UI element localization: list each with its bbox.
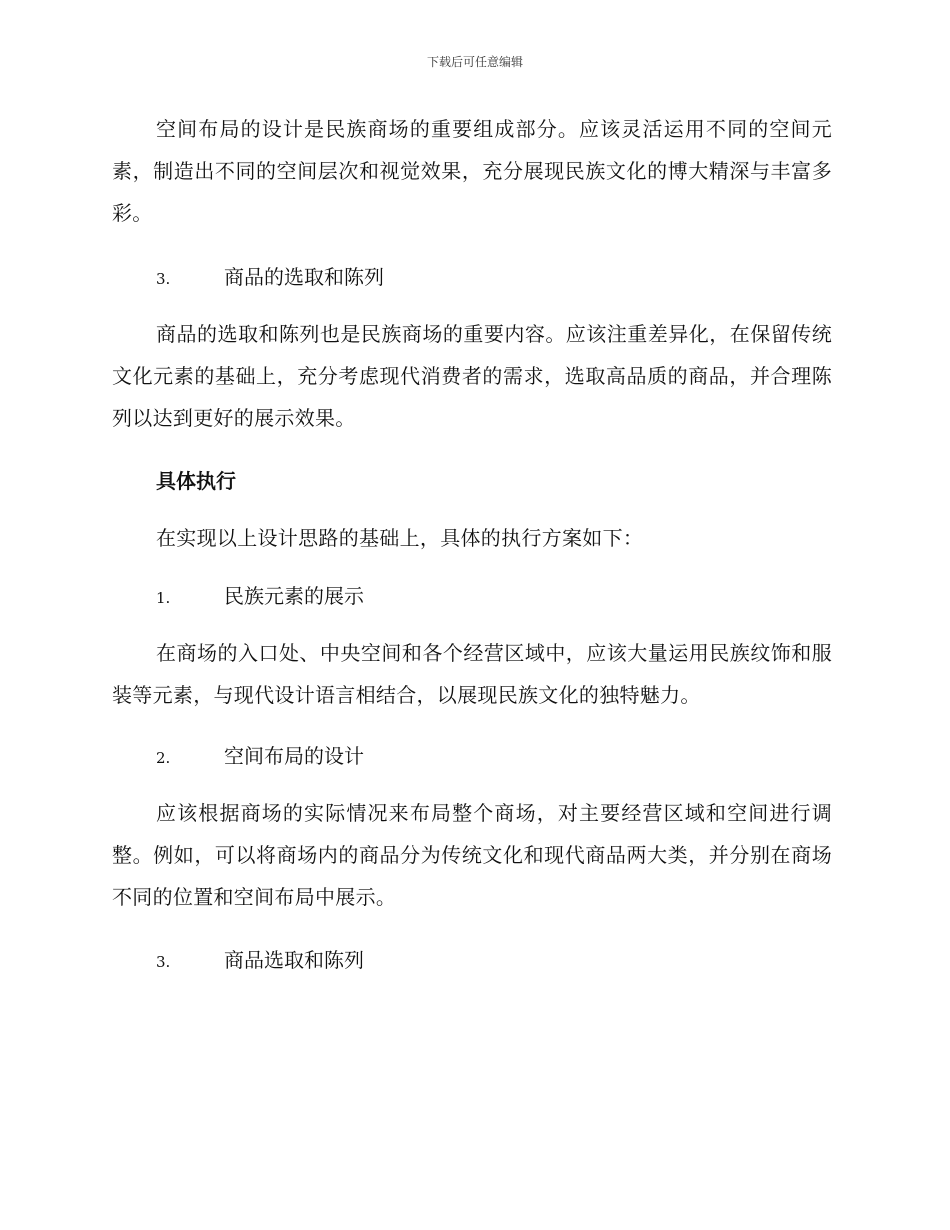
list-item-number: 3.: [156, 270, 171, 288]
paragraph-product-selection: 商品的选取和陈列也是民族商场的重要内容。应该注重差异化，在保留传统文化元素的基础上，充分考虑现代消费者的需求，选取高品质的商品，并合理陈列以达到更好的展示效果。: [112, 322, 832, 430]
paragraph-ethnic-elements: 在商场的入口处、中央空间和各个经营区域中，应该大量运用民族纹饰和服装等元素，与现代设计语言相结合，以展现民族文化的独特魅力。: [112, 641, 832, 707]
page-header: 下载后可任意编辑: [426, 55, 523, 69]
list-item-number: 1.: [156, 589, 171, 607]
list-item-text: 商品选取和陈列: [224, 948, 364, 972]
list-item-ethnic-elements: [156, 581, 796, 611]
list-item-text: 民族元素的展示: [224, 584, 364, 608]
list-item-number: 3.: [156, 953, 171, 971]
list-item-number: 2.: [156, 749, 171, 767]
paragraph-space-layout: 空间布局的设计是民族商场的重要组成部分。应该灵活运用不同的空间元素，制造出不同的空间层次和视觉效果，充分展现民族文化的博大精深与丰富多彩。: [112, 117, 832, 225]
section-heading: 具体执行: [156, 469, 236, 493]
list-item-text: 商品的选取和陈列: [224, 265, 384, 289]
list-item-text: 空间布局的设计: [224, 744, 364, 768]
paragraph-execution-intro: 在实现以上设计思路的基础上，具体的执行方案如下：: [156, 526, 644, 550]
paragraph-layout-adjustment: 应该根据商场的实际情况来布局整个商场，对主要经营区域和空间进行调整。例如，可以将商场内的商品分为传统文化和现代商品两大类，并分别在商场不同的位置和空间布局中展示。: [112, 801, 832, 909]
list-item-space-layout: [156, 741, 796, 771]
list-item-product-display: [156, 945, 796, 975]
list-item-product-selection: [156, 262, 796, 292]
